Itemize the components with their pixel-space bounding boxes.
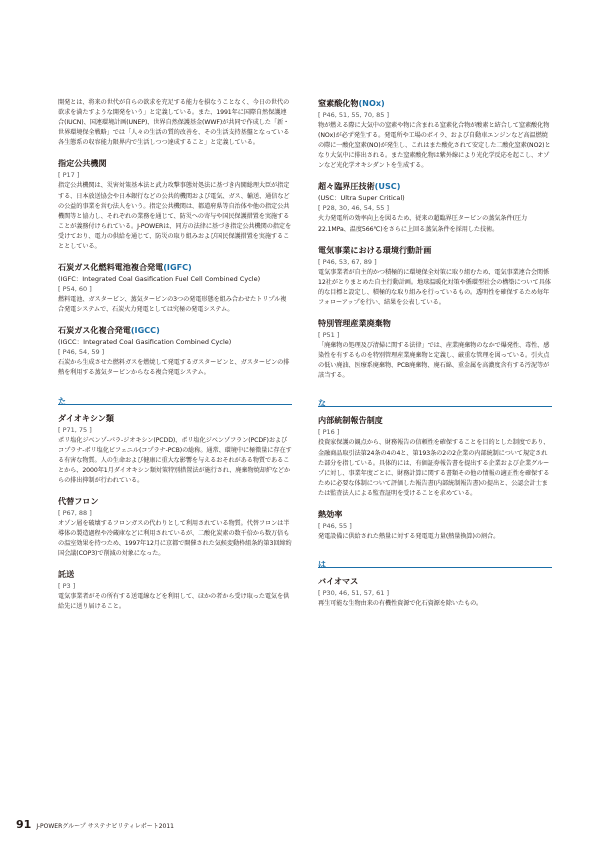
section-letter: た [58, 396, 66, 406]
entry-igfc [58, 262, 292, 315]
definition-text: 発電設備に供給された熱量に対する発電電力量(熱量換算)の割合。 [318, 532, 500, 540]
term-heading: 内部統制報告制度 [318, 415, 383, 426]
page-ref: [ P46, 51, 55, 70, 85 ] [318, 111, 390, 119]
term-heading: バイオマス [318, 576, 359, 587]
term-heading: 特別管理産業廃棄物 [318, 318, 391, 329]
report-title: J-POWERグループ サステナビリティレポート2011 [36, 823, 175, 830]
entry-daitai-freon [58, 496, 292, 559]
term-acronym: (IGFC) [163, 262, 192, 273]
definition-text: 指定公共機関は、災害対策基本法と武力攻撃事態対処法に基づき内閣総理大臣が指定する、日本放送協会や日本銀行などの公共的機関および電気、ガス、輸送、通信などの公益的事業を営む法人をいう。指定公共機関は、都道府県等自治体や他の指定公共機関等と協力し、それぞれの業務を通じて、防災への寄与や国民保護措置を実施することが義務付けられている。J-POWERは、同方の法律に基づき指定公共機関の指定を受けており、電力の供給を通じて、防災の取り組みおよび国民保護措置を実施することとしている。 [58, 182, 292, 251]
page-ref: [ P67, 88 ] [58, 508, 92, 517]
definition-text: 電気事業者がその所有する送電線などを利用して、ほかの者から受け取った電気を供給先に送り届けること。 [58, 593, 290, 611]
section-letter: は [318, 560, 326, 570]
page-ref: [ P46, 55 ] [318, 521, 352, 530]
entry-tokubetsu-waste [318, 318, 552, 381]
definition-text: 再生可能な生物由来の有機性資源で化石資源を除いたもの。 [318, 600, 483, 608]
page-ref: [ P46, 53, 67, 89 ] [318, 257, 377, 266]
entry-usc [318, 181, 552, 234]
term-acronym: (NOx) [358, 98, 385, 108]
term-heading: 託送 [58, 569, 75, 580]
definition-text: ポリ塩化ジベンゾ-パラ-ジオキシン(PCDD)、ポリ塩化ジベンゾフラン(PCDF)およびコプラナ-ポリ塩化ビフェニル(コプラナ-PCB)の総称。通常、環境中に極微量に存在する有害な物質。人の生命および健康に重大な影響を与えるおそれがある物質であることから、2000年1月ダイオキシン類対策特別措置法が施行され、廃棄物焼却炉などからの排出抑制が行われている。 [58, 436, 292, 484]
term-acronym: (USC) [374, 181, 401, 192]
term-main: 窒素酸化物 [318, 98, 359, 108]
page-ref: [ P46, 54, 59 ] [58, 348, 105, 357]
term-main: 超々臨界圧技術 [318, 181, 375, 192]
term-heading: ダイオキシン類 [58, 412, 114, 423]
definition-text: オゾン層を破壊するフロンガスの代わりとして利用されている物質。代替フロンは半導体の製造過程や冷蔵庫などに利用されているが、二酸化炭素の数千倍から数万倍もの温室効果を持つため、1997年12月に京都で開催された気候変動枠組条約第3回締約国会議(COP3)で削減の対象になった。 [58, 519, 292, 558]
term-heading: 熱効率 [318, 508, 343, 519]
left-column [58, 98, 292, 623]
page-ref: [ P28, 30, 46, 54, 55 ] [318, 204, 390, 213]
term-main: 石炭ガス化複合発電 [58, 325, 131, 336]
page-ref: [ P54, 60 ] [58, 285, 92, 294]
entry-biomass [318, 576, 552, 609]
definition-text: 物が燃える際に大気中の窒素や物に含まれる窒素化合物が酸素と結合して窒素酸化物(NOx)が必ず発生する。発電所や工場のボイラ、および自動車エンジンなど高温燃焼の際に一酸化窒素(NO)が発生し、これはまた酸化されて安定した二酸化窒素(NO2)となり大気中に排出される。また窒素酸化物は紫外線により光化学反応を起こし、オゾンなど光化学オキシダントを生成する。 [318, 122, 551, 170]
term-heading: 指定公共機関 [58, 158, 107, 169]
term-heading: 電気事業における環境行動計画 [318, 244, 432, 255]
entry-nox [318, 98, 552, 171]
term-heading [58, 325, 292, 336]
definition-text: 「廃棄物の処理及び清掃に関する法律」では、産業廃棄物のなかで爆発性、毒性、感染性を有するものを特別管理産業廃棄物と定義し、厳重な管理を図っている。引火点の低い廃油、医療系廃棄物、PCB廃棄物、廃石綿、重金属を高濃度含有する汚泥等が該当する。 [318, 342, 550, 380]
section-header-na [318, 391, 552, 407]
entry-netsukoritsu [318, 509, 552, 542]
definition-text: 投資家保護の観点から、財務報告の信頼性を確保することを目的とした制度であり、金融商品取引法第24条の4の4と、第193条の2の2企業の内部統制について規定された部分を指している。具体的には、有価証券報告書を提出する企業および企業グループに対し、事業年度ごとに、財務計算に関する書類その他の情報の適正性を確保するために必要な体制について評価した報告書(内部統制報告書)の提出と、公認会計士または監査法人による監査証明を受けることを求めている。 [318, 439, 550, 497]
page-number: 91 [16, 818, 32, 831]
term-heading [318, 181, 552, 192]
term-heading [318, 98, 552, 109]
page-ref: [ P71, 75 ] [58, 425, 92, 434]
term-english: (IGCC：Integrated Coal Gasification Combined Cycle) [58, 338, 232, 347]
page-ref: [ P16 ] [318, 428, 340, 437]
definition-text: 燃料電池、ガスタービン、蒸気タービンの3つの発電形態を組み合わせたトリプル複合発電システムで、石炭火力発電としては究極の発電システム。 [58, 296, 287, 314]
term-english: (IGFC：Integrated Coal Gasification Fuel Cell Combined Cycle) [58, 275, 261, 284]
term-heading [58, 262, 292, 273]
page-ref: [ P3 ] [58, 582, 76, 591]
term-english: (USC：Ultra Super Critical) [318, 194, 405, 203]
term-acronym: (IGCC) [130, 325, 160, 336]
term-heading: 代替フロン [58, 495, 99, 506]
section-header-ta [58, 389, 292, 405]
definition-text: 石炭から生成させた燃料ガスを燃焼して発電するガスタービンと、ガスタービンの排熱を利用する蒸気タービンからなる複合発電システム。 [58, 359, 290, 377]
entry-takuso [58, 569, 292, 612]
section-header-ha [318, 552, 552, 568]
term-main: 石炭ガス化燃料電池複合発電 [58, 262, 164, 273]
entry-igcc [58, 325, 292, 378]
page-ref: [ P17 ] [58, 171, 80, 180]
entry-kankyo-plan [318, 245, 552, 308]
section-letter: な [318, 399, 326, 409]
page-ref: [ P30, 46, 51, 57, 61 ] [318, 589, 390, 598]
intro-text: 開発とは、将来の世代が自らの欲求を充足する能力を損なうことなく、今日の世代の欲求を満たすような開発をいう」と定義している。また、1991年に国際自然保護連合(IUCN)、国連環境計画(UNEP)、世界自然保護基金(WWF)が共同で作成した「新・世界環境保全戦略」では「人々の生活の質的改善を、その生活支持基盤となっている各生態系の収容能力限界内で生活しつつ達成すること」と定義している。 [58, 99, 290, 147]
entry-naibu-tosei [318, 415, 552, 499]
page-ref: [ P51 ] [318, 331, 340, 340]
definition-text: 火力発電所の効率向上を図るため、従来の超臨界圧タービンの蒸気条件(圧力22.1MPa、温度566℃)をさらに上回る蒸気条件を採用した技術。 [318, 215, 528, 233]
entry-dioxin [58, 413, 292, 486]
entry-shitei [58, 158, 292, 252]
definition-text: 電気事業者が自主的かつ積極的に環境保全対策に取り組むため、電気事業連合会関係12社がとりまとめた自主行動計画。地球温暖化対策や循環型社会の構築について具体的な目標と設定し、積極的な取り組みを行っているもの。透明性を確保するため毎年フォローアップを行い、結果を公表している。 [318, 268, 551, 306]
page-footer [16, 818, 174, 831]
right-column [318, 98, 552, 619]
